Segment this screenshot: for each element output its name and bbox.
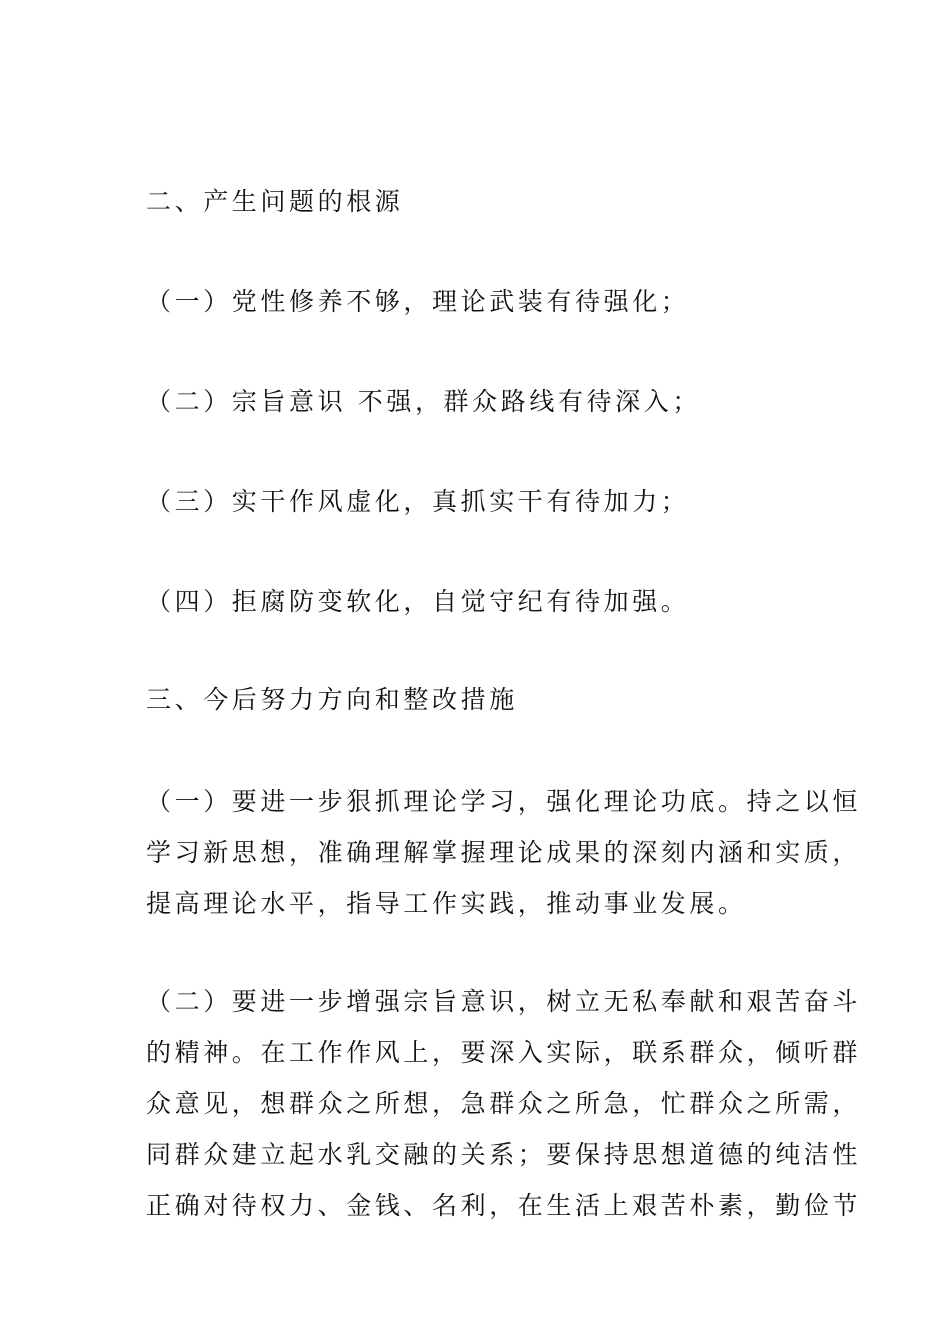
list-item: （三）实干作风虚化，真抓实干有待加力；	[146, 487, 690, 516]
paragraph-1	[146, 776, 862, 929]
list-item: （四）拒腐防变软化，自觉守纪有待加强。	[146, 587, 690, 616]
section-heading-3: 三、今后努力方向和整改措施	[146, 685, 518, 714]
paragraph-line: 提高理论水平，指导工作实践，推动事业发展。	[146, 889, 747, 918]
list-item: （二）宗旨意识 不强，群众路线有待深入；	[146, 387, 701, 416]
paragraph-line: （一）要进一步狠抓理论学习，强化理论功底。持之以恒	[146, 787, 862, 816]
paragraph-line: 众意见，想群众之所想，急群众之所急，忙群众之所需，	[146, 1089, 862, 1118]
paragraph-line: 的精神。在工作作风上，要深入实际，联系群众，倾听群	[146, 1038, 862, 1067]
list-item: （一）党性修养不够，理论武装有待强化；	[146, 287, 690, 316]
paragraph-line: 正确对待权力、金钱、名利，在生活上艰苦朴素，勤俭节	[146, 1191, 862, 1220]
paragraph-line: （二）要进一步增强宗旨意识，树立无私奉献和艰苦奋斗	[146, 987, 862, 1016]
paragraph-line: 学习新思想，准确理解掌握理论成果的深刻内涵和实质，	[146, 838, 862, 867]
paragraph-line: 同群众建立起水乳交融的关系；要保持思想道德的纯洁性	[146, 1140, 862, 1169]
paragraph-2	[146, 976, 862, 1231]
section-heading-2: 二、产生问题的根源	[146, 187, 404, 216]
